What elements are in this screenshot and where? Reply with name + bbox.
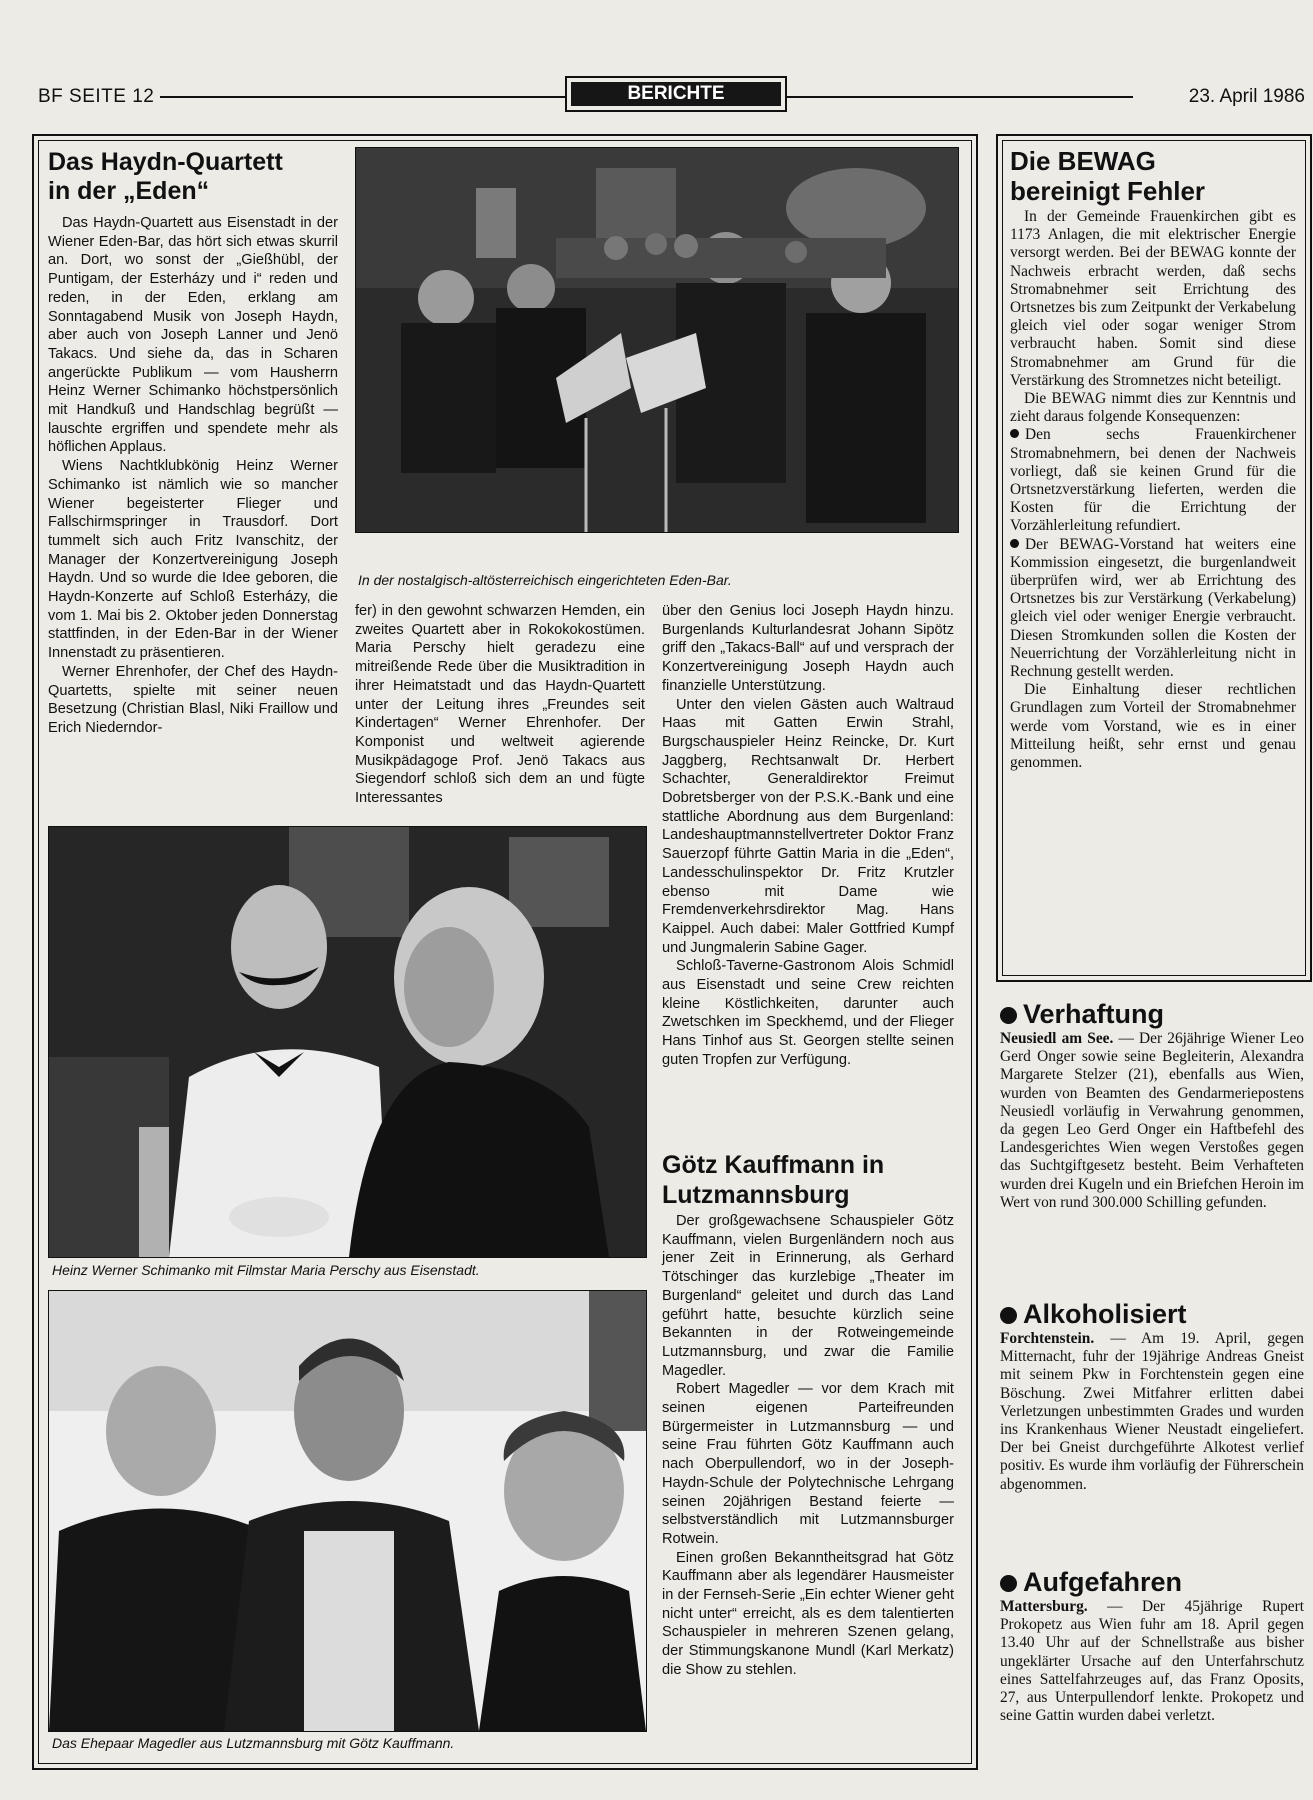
aufgefahren-dateline: Mattersburg. bbox=[1000, 1598, 1088, 1615]
bullet-icon bbox=[1010, 539, 1019, 548]
aufgefahren-headline-text: Aufgefahren bbox=[1023, 1567, 1183, 1597]
bewag-bullet-text: Der BEWAG-Vorstand hat weiters eine Kommission eingesetzt, die burgenlandweit überprüfen wird, wer ab Errichtung des Ortsnetzes bis zur Verstärkung (Verkabelung) gleich viel oder weniger Energie verbraucht. Diesen Stromkunden sollen die Kosten der Neuerrichtung der Vorzählerleitung nicht in Rechnung gestellt werden. bbox=[1010, 535, 1296, 681]
kauffmann-headline bbox=[662, 1150, 954, 1210]
haydn-paragraph: Werner Ehrenhofer, der Chef des Haydn-Quartetts, spielte mit seiner neuen Besetzung (Christian Blasl, Niki Fraillow und Erich Niederndor- bbox=[48, 663, 338, 736]
verhaftung-article bbox=[1000, 998, 1304, 1212]
haydn-headline bbox=[48, 148, 338, 206]
magedler-kauffmann-photo bbox=[48, 1290, 647, 1732]
haydn-column-1 bbox=[48, 148, 338, 738]
aufgefahren-article bbox=[1000, 1566, 1304, 1725]
bewag-bullet-item bbox=[1010, 426, 1296, 535]
bullet-icon bbox=[1000, 1007, 1017, 1024]
haydn-headline-line1: Das Haydn-Quartett bbox=[48, 148, 283, 176]
verhaftung-text: — Der 26jährige Wiener Leo Gerd Onger sowie seine Begleiterin, Alexandra Margarete Stelzer (21), ebenfalls aus Wien, wurden von Beamten des Gendarmeriepostens Neusiedl vorläufig in Verwahrung genommen, da gegen Leo Gerd Onger ein Haftbefehl des Landesgerichtes Wien wegen Verstoßes gegen das Suchtgiftgesetz besteht. Beim Verhafteten wurden drei Kugeln und ein Briefchen Heroin im Wert von rund 300.000 Schilling gefunden. bbox=[1000, 1030, 1304, 1211]
bewag-headline bbox=[1010, 146, 1296, 206]
haydn-paragraph: Das Haydn-Quartett aus Eisenstadt in der Wiener Eden-Bar, das hört sich etwas skurril an. Dort, wo sonst der „Gießhübl, der Puntigam, der Esterházy und i“ reden und reden, in der Eden, erklang am Sonntagabend Musik von Joseph Haydn, aber auch von Joseph Lanner und Jenö Takacs. Und siehe da, das in Scharen angerückte Publikum — vom Hausherrn Heinz Werner Schimanko höchstpersönlich mit Handkuß und Handschlag begrüßt — lauschte ergriffen und spendete mehr als höflichen Applaus. bbox=[48, 215, 338, 456]
kauffmann-article bbox=[662, 1150, 954, 1680]
alkoholisiert-article bbox=[1000, 1298, 1304, 1494]
bewag-bullet-text: Den sechs Frauenkirchener Stromabnehmern, bei denen der Nachweis vorliegt, daß sie keinen Grund für die Ortsnetzverstärkung lieferten, werden die Kosten für die Errichtung der Vorzählerleitung refundiert. bbox=[1010, 426, 1296, 535]
haydn-paragraph: fer) in den gewohnt schwarzen Hemden, ein zweites Quartett aber in Rokokokostümen. Maria Perschy hielt geradezu eine mitreißende Rede über die Musiktradition in ihrer Heimatstadt und das Haydn-Quartett unter der Leitung ihres „Freundes seit Kindertagen“ Werner Ehrenhofer. Der Komponist und weltweit agierende Musikpädagoge Prof. Jenö Takacs aus Siegendorf schloß sich dem an und fügte Interessantes bbox=[355, 603, 645, 807]
alkoholisiert-headline bbox=[1000, 1298, 1304, 1330]
schimanko-perschy-photo bbox=[48, 826, 647, 1258]
bewag-headline-line1: Die BEWAG bbox=[1010, 146, 1156, 176]
bewag-paragraph: In der Gemeinde Frauenkirchen gibt es 1173 Anlagen, die mit elektrischer Energie versorgt werden. Bei der BEWAG konnte der Nachweis erbracht werden, daß sechs Stromabnehmer seit Errichtung des Ortsnetzes bis zum Zeitpunkt der Verkabelung gleich viel oder sogar weniger Strom verbraucht haben. Somit sind diese Stromabnehmer am Grund für die Verstärkung des Stromnetzes nicht beteiligt. bbox=[1010, 208, 1296, 389]
page-number: BF SEITE 12 bbox=[38, 86, 155, 107]
alkoholisiert-dateline: Forchtenstein. bbox=[1000, 1330, 1095, 1347]
kauffmann-headline-line2: Lutzmannsburg bbox=[662, 1181, 850, 1209]
haydn-paragraph: über den Genius loci Joseph Haydn hinzu. Burgenlands Kulturlandesrat Johann Sipötz griff den „Takacs-Ball“ auf und versprach der Konzertvereinigung Joseph Haydn auch finanzielle Unterstützung. bbox=[662, 603, 954, 694]
bewag-paragraph: Die Einhaltung dieser rechtlichen Grundlagen zum Vorteil der Stromabnehmer werde vom Vorstand, wie es in einer Mitteilung heißt, sehr ernst und genau genommen. bbox=[1010, 681, 1296, 772]
bewag-paragraph: Die BEWAG nimmt dies zur Kenntnis und zieht daraus folgende Konsequenzen: bbox=[1010, 390, 1296, 426]
kauffmann-paragraph: Robert Magedler — vor dem Krach mit seinen eigenen Parteifreunden Bürgermeister in Lutzmannsburg — und seine Frau führten Götz Kauffmann auch nach Oberpullendorf, wo in der Joseph-Haydn-Schule der Polytechnische Lehrgang seinen 20jährigen Bestand feierte — selbstverständlich mit Lutzmannsburger Rotwein. bbox=[662, 1381, 954, 1547]
issue-date: 23. April 1986 bbox=[1188, 86, 1305, 107]
verhaftung-dateline: Neusiedl am See. bbox=[1000, 1030, 1114, 1047]
verhaftung-headline-text: Verhaftung bbox=[1023, 999, 1165, 1029]
section-label bbox=[565, 76, 787, 112]
section-label-text: BERICHTE bbox=[571, 82, 781, 106]
schimanko-caption: Heinz Werner Schimanko mit Filmstar Maria Perschy aus Eisenstadt. bbox=[52, 1262, 480, 1278]
alkoholisiert-headline-text: Alkoholisiert bbox=[1023, 1299, 1187, 1329]
bewag-article bbox=[1010, 146, 1296, 772]
kauffmann-paragraph: Der großgewachsene Schauspieler Götz Kauffmann, vielen Burgenländern noch aus jener Zeit in Erinnerung, als Gerhard Tötschinger das kurzlebige „Theater im Burgenland“ geleitet und durch das Land geführt hatte, besuchte kürzlich seine Bekannten in der Rotweingemeinde Lutzmannsburg, und zwar die Familie Magedler. bbox=[662, 1213, 954, 1379]
verhaftung-headline bbox=[1000, 998, 1304, 1030]
bewag-headline-line2: bereinigt Fehler bbox=[1010, 176, 1206, 206]
aufgefahren-text: — Der 45jährige Rupert Prokopetz aus Wien fuhr am 18. April gegen 13.40 Uhr auf der Schnellstraße aus bisher ungeklärter Ursache auf den Unterfahrschutz eines Sattelfahrzeuges auf, das Franz Oposits, 27, aus Unterpullendorf lenkte. Prokopetz und seine Gattin wurden dabei verletzt. bbox=[1000, 1598, 1304, 1725]
kauffmann-headline-line1: Götz Kauffmann in bbox=[662, 1151, 885, 1179]
haydn-paragraph: Unter den vielen Gästen auch Waltraud Haas mit Gatten Erwin Strahl, Burgschauspieler Heinz Reincke, Dr. Kurt Jaggberg, Rechtsanwalt Dr. Herbert Schachter, Generaldirektor Freimut Dobretsberger von der P.S.K.-Bank und eine stattliche Abordnung aus dem Burgenland: Landeshauptmannstellvertreter Doktor Franz Sauerzopf führte Gattin Maria in die „Eden“, Landesschulinspektor Dr. Fritz Krutzler ebenso mit Dame wie Fremdenverkehrsdirektor Mag. Hans Kaippel. Auch dabei: Maler Gottfried Kumpf und Jungmalerin Sabine Gager. bbox=[662, 696, 954, 956]
haydn-paragraph: Schloß-Taverne-Gastronom Alois Schmidl aus Eisenstadt und seine Crew reichten kleine Köstlichkeiten, darunter auch Zwetschken im Speckhemd, und der Flieger Hans Tinhof aus St. Georgen stellte seinen guten Tropfen zur Verfügung. bbox=[662, 958, 954, 1068]
quartet-caption: In der nostalgisch-altösterreichisch eingerichteten Eden-Bar. bbox=[358, 572, 732, 588]
aufgefahren-headline bbox=[1000, 1566, 1304, 1598]
magedler-caption: Das Ehepaar Magedler aus Lutzmannsburg mit Götz Kauffmann. bbox=[52, 1735, 455, 1751]
bewag-bullet-item bbox=[1010, 536, 1296, 682]
alkoholisiert-text: — Am 19. April, gegen Mitternacht, fuhr der 19jährige Andreas Gneist mit seinem Pkw in Forchtenstein gegen eine Böschung. Zwei Mitfahrer erlitten dabei Verletzungen unbestimmten Grades und wurden ins Krankenhaus Wiener Neustadt eingeliefert. Der bei Gneist durchgeführte Alkotest verlief positiv. Es wurde ihm vorläufig der Führerschein abgenommen. bbox=[1000, 1330, 1304, 1493]
bullet-icon bbox=[1000, 1575, 1017, 1592]
bullet-icon bbox=[1000, 1307, 1017, 1324]
haydn-column-3 bbox=[662, 602, 954, 1070]
kauffmann-paragraph: Einen großen Bekanntheitsgrad hat Götz Kauffmann aber als legendärer Hausmeister in der Fernseh-Serie „Ein echter Wiener geht nicht unter“ erreicht, als es dem talentierten Schauspieler in mehreren Szenen gelang, der Stimmungskanone Mundl (Karl Merkatz) die Show zu stehlen. bbox=[662, 1549, 954, 1678]
haydn-paragraph: Wiens Nachtklubkönig Heinz Werner Schimanko ist nämlich wie so mancher Wiener begeisterter Flieger und Fallschirmspringer in Trausdorf. Dort tummelt sich auch Fritz Ivanschitz, der Manager der Konzertvereinigung Joseph Haydn. Und so wurde die Idee geboren, die Haydn-Konzerte auf Schloß Esterházy, die vom 1. Mai bis 2. Oktober jeden Donnerstag stattfinden, in der Eden-Bar in der Wiener Innenstadt zu präsentieren. bbox=[48, 458, 338, 662]
bullet-icon bbox=[1010, 429, 1019, 438]
haydn-headline-line2: in der „Eden“ bbox=[48, 177, 210, 205]
quartet-photo bbox=[355, 147, 959, 533]
haydn-column-2 bbox=[355, 602, 645, 808]
